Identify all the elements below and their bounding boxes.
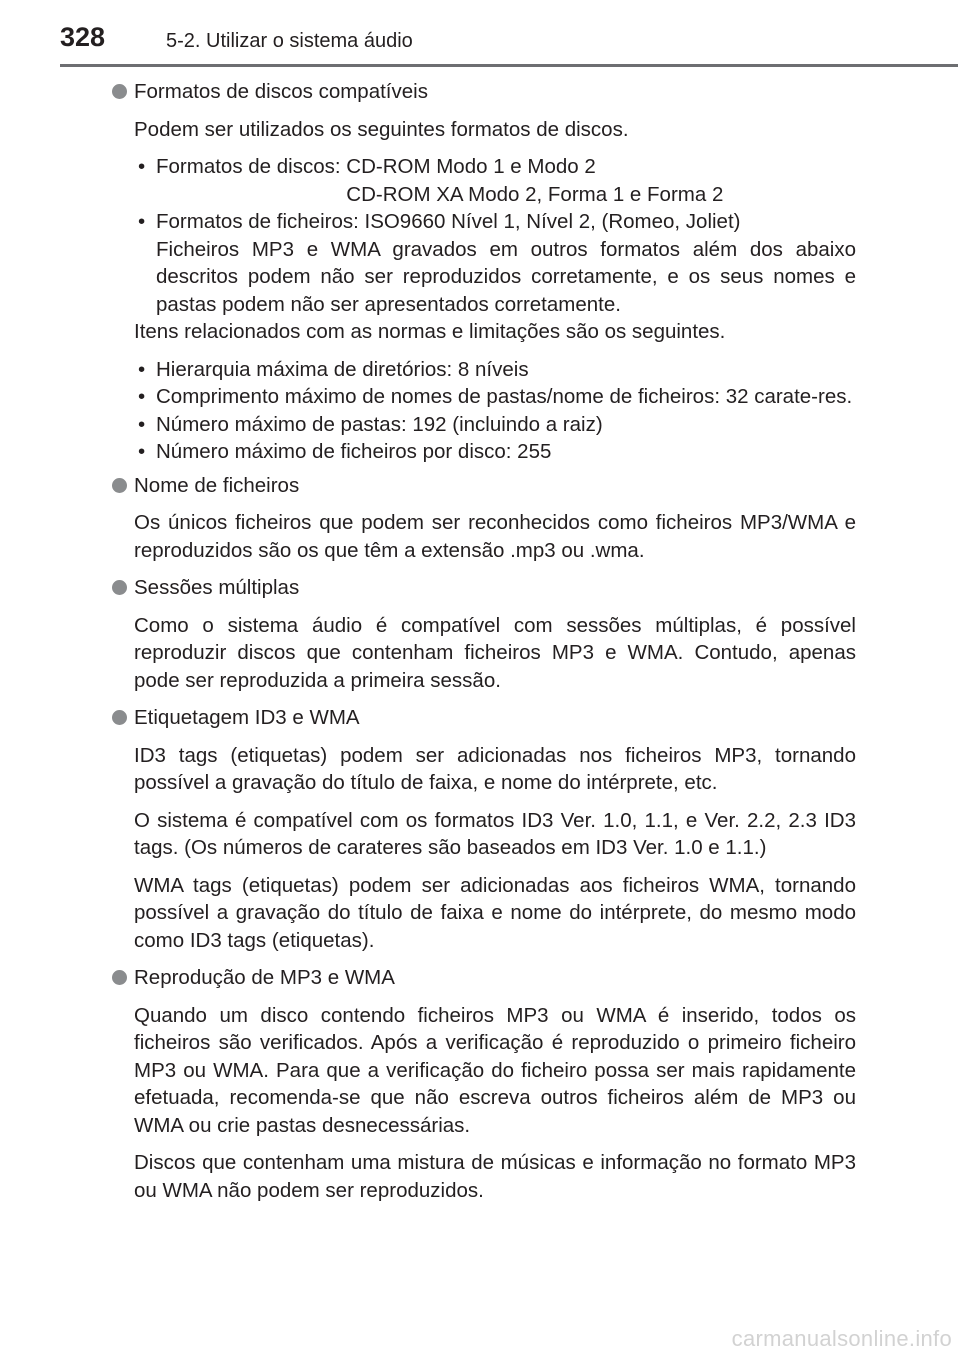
limits-intro: Itens relacionados com as normas e limitações são os seguintes.: [134, 320, 726, 343]
section-heading-formats: [110, 78, 856, 106]
file-formats-text: • Formatos de ficheiros: ISO9660 Nível 1, Nível 2, (Romeo, Joliet): [156, 210, 741, 233]
heading-text: Sessões múltiplas: [134, 576, 300, 599]
watermark-text: carmanualsonline.info: [731, 1326, 952, 1351]
section-heading-playback: [110, 964, 856, 992]
bullet-dot-icon: [112, 970, 127, 985]
list-item: • Número máximo de pastas: 192 (incluindo a raiz): [134, 411, 856, 439]
disc-formats-label: • Formatos de discos:: [156, 155, 347, 178]
disc-format-value: CD-ROM Modo 1 e Modo 2: [346, 155, 596, 178]
header-rule: [60, 64, 958, 67]
file-names-text: Os únicos ficheiros que podem ser reconhecidos como ficheiros MP3/WMA e reproduzidos são os que têm a extensão .mp3 ou .wma.: [134, 511, 856, 562]
tags-paragraph: O sistema é compatível com os formatos ID3 Ver. 1.0, 1.1, e Ver. 2.2, 2.3 ID3 tags. (Os números de carateres são baseados em ID3 Ver. 1.0 e 1.1.): [134, 808, 856, 859]
bullet-dot-icon: [112, 478, 127, 493]
page-content: [110, 78, 856, 1214]
list-item: • Hierarquia máxima de diretórios: 8 níveis: [134, 356, 856, 384]
bullet-dot-icon: [112, 710, 127, 725]
section-heading-multi-session: [110, 574, 856, 602]
list-item: • Número máximo de ficheiros por disco: 255: [134, 438, 856, 466]
formats-intro: Podem ser utilizados os seguintes formatos de discos.: [134, 117, 629, 141]
disc-format-value: CD-ROM XA Modo 2, Forma 1 e Forma 2: [346, 182, 724, 206]
heading-text: Nome de ficheiros: [134, 473, 300, 497]
tags-paragraph: ID3 tags (etiquetas) podem ser adicionadas nos ficheiros MP3, tornando possível a gravação do título de faixa, e nome do intérprete, etc.: [134, 743, 856, 794]
chapter-title: 5-2. Utilizar o sistema áudio: [166, 30, 413, 52]
section-heading-tags: [110, 704, 856, 732]
playback-paragraph: Quando um disco contendo ficheiros MP3 ou WMA é inserido, todos os ficheiros são verificados. Após a verificação é reproduzido o primeiro ficheiro MP3 ou WMA. Para que a verificação do ficheiro possa ser mais rapidamente efetuada, recomenda-se que não escreva outros ficheiros além de MP3 ou WMA ou crie pastas desnecessárias.: [134, 1003, 856, 1137]
file-formats-note: Ficheiros MP3 e WMA gravados em outros formatos além dos abaixo descritos podem não ser reproduzidos corretamente, e os seus nomes e pastas podem não ser apresentados corretamente.: [156, 237, 856, 316]
formats-list: [134, 153, 856, 318]
list-item: • Comprimento máximo de nomes de pastas/nome de ficheiros: 32 carate-res.: [134, 383, 856, 411]
section-heading-file-names: [110, 472, 856, 500]
heading-text: Etiquetagem ID3 e WMA: [134, 706, 360, 729]
playback-paragraph: Discos que contenham uma mistura de músicas e informação no formato MP3 ou WMA não podem ser reproduzidos.: [134, 1151, 856, 1202]
bullet-dot-icon: [112, 580, 127, 595]
tags-paragraph: WMA tags (etiquetas) podem ser adicionadas aos ficheiros WMA, tornando possível a gravação do título de faixa e nome do intérprete, do mesmo modo como ID3 tags (etiquetas).: [134, 873, 856, 952]
heading-text: Formatos de discos compatíveis: [134, 80, 428, 103]
multi-session-text: Como o sistema áudio é compatível com sessões múltiplas, é possível reproduzir discos que contenham ficheiros MP3 e WMA. Contudo, apenas pode ser reproduzida a primeira sessão.: [134, 613, 856, 692]
list-item-disc-formats: [134, 153, 856, 208]
heading-text: Reprodução de MP3 e WMA: [134, 966, 395, 989]
list-item-file-formats: [134, 208, 856, 318]
limits-list: [134, 356, 856, 466]
bullet-dot-icon: [112, 84, 127, 99]
page-number: 328: [60, 22, 106, 52]
page-header: [0, 0, 960, 70]
